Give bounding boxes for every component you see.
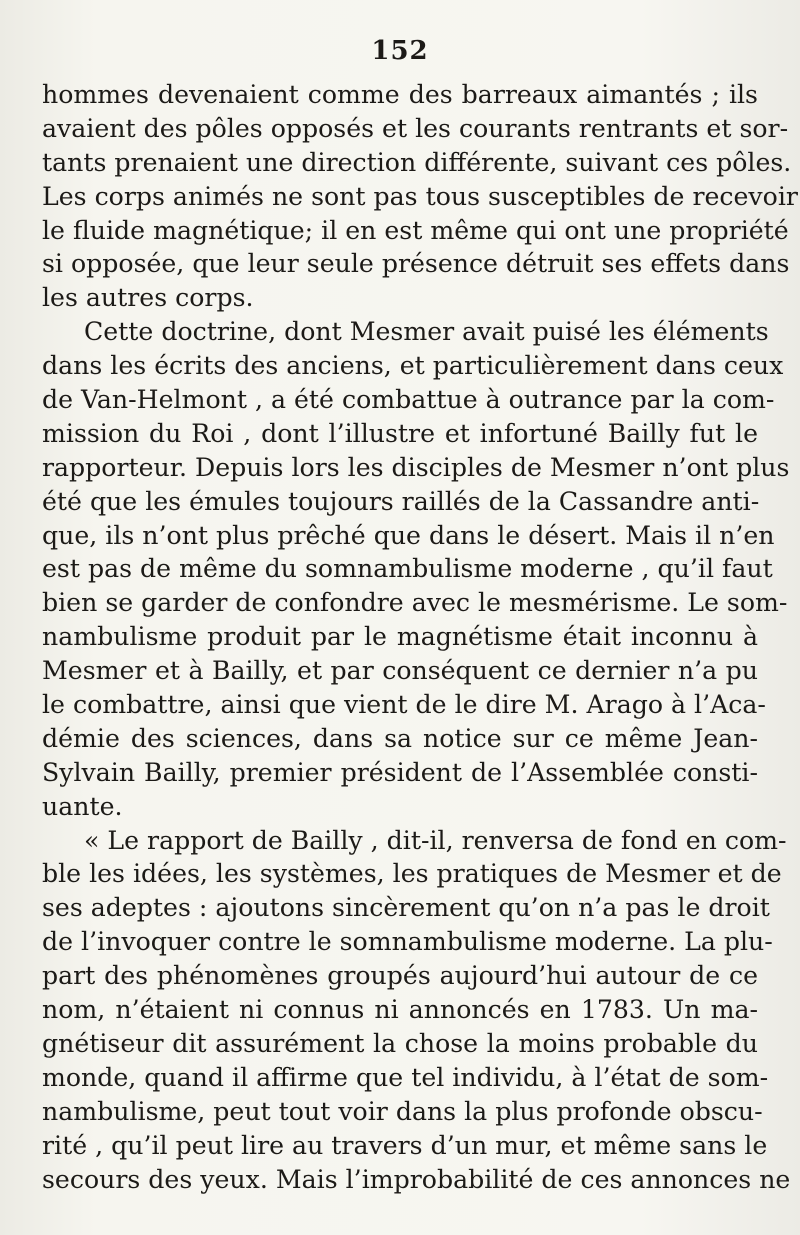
text-line: hommes devenaient comme des barreaux aimantés ; ils	[42, 80, 758, 109]
text-line: nambulisme produit par le magnétisme était inconnu à	[42, 622, 758, 652]
text-line: uante.	[42, 791, 123, 821]
text-line: nambulisme, peut tout voir dans la plus profonde obscu-	[42, 1096, 763, 1126]
text-line: le combattre, ainsi que vient de le dire M. Arago à l’Aca-	[42, 690, 766, 720]
text-line: dans les écrits des anciens, et particulièrement dans ceux	[42, 351, 784, 381]
text-line: secours des yeux. Mais l’improbabilité de ces annonces ne	[42, 1164, 791, 1194]
text-line: part des phénomènes groupés aujourd’hui autour de ce	[42, 961, 758, 991]
text-line: ble les idées, les systèmes, les pratiques de Mesmer et de	[42, 859, 782, 889]
text-line: démie des sciences, dans sa notice sur ce même Jean-	[42, 723, 758, 753]
text-line: Cette doctrine, dont Mesmer avait puisé les éléments	[84, 317, 769, 347]
text-line: avaient des pôles opposés et les courants rentrants et sor-	[42, 113, 789, 143]
text-line: gnétiseur dit assurément la chose la moins probable du	[42, 1028, 758, 1058]
text-line: monde, quand il affirme que tel individu, à l’état de som-	[42, 1062, 769, 1092]
text-line: de l’invoquer contre le somnambulisme moderne. La plu-	[42, 927, 773, 957]
text-line: mission du Roi , dont l’illustre et infortuné Bailly fut le	[42, 418, 758, 448]
text-line: Sylvain Bailly, premier président de l’Assemblée consti-	[42, 757, 758, 787]
text-line: tants prenaient une direction différente, suivant ces pôles.	[42, 147, 792, 177]
text-line: le fluide magnétique; il en est même qui ont une propriété	[42, 215, 789, 245]
text-line: nom, n’étaient ni connus ni annoncés en 1783. Un ma-	[42, 995, 758, 1025]
text-line: « Le rapport de Bailly , dit-il, renversa de fond en com-	[84, 825, 787, 855]
text-line: rité , qu’il peut lire au travers d’un mur, et même sans le	[42, 1130, 768, 1160]
text-line: si opposée, que leur seule présence détruit ses effets dans	[42, 249, 790, 279]
body-text	[42, 78, 798, 1196]
text-line: Les corps animés ne sont pas tous susceptibles de recevoir	[42, 181, 798, 211]
text-line: ses adeptes : ajoutons sincèrement qu’on n’a pas le droit	[42, 893, 770, 923]
text-line: été que les émules toujours raillés de la Cassandre anti-	[42, 486, 760, 516]
text-line: Mesmer et à Bailly, et par conséquent ce dernier n’a pu	[42, 656, 758, 686]
page-number: 152	[371, 36, 429, 66]
text-line: rapporteur. Depuis lors les disciples de Mesmer n’ont plus	[42, 452, 790, 482]
text-line: est pas de même du somnambulisme moderne , qu’il faut	[42, 554, 773, 584]
text-line: de Van-Helmont , a été combattue à outrance par la com-	[42, 385, 775, 415]
text-line: bien se garder de confondre avec le mesmérisme. Le som-	[42, 588, 788, 618]
text-line: les autres corps.	[42, 283, 254, 313]
text-line: que, ils n’ont plus prêché que dans le désert. Mais il n’en	[42, 520, 775, 550]
